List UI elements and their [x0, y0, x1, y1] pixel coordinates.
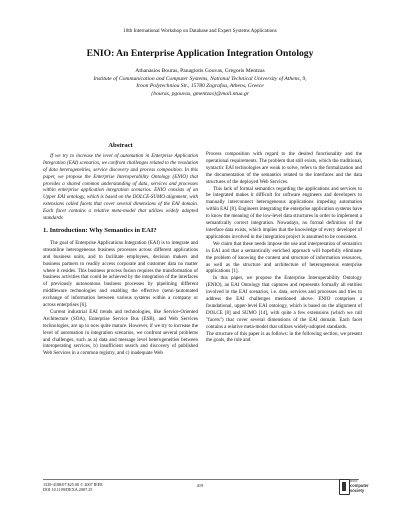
author-names: Athanasios Bouras, Panagiotis Gouvas, Gregoris Mentzas	[135, 68, 265, 74]
right-column	[206, 151, 362, 344]
left-column	[43, 143, 198, 357]
author-address: Iroon Polytechniou Str., 15780 Zografou, Athens, Greece	[136, 83, 264, 90]
logo-mark-icon	[339, 479, 350, 495]
workshop-header: 18th International Workshop on Database and Expert Systems Applications	[123, 28, 277, 34]
author-institution: Institute of Communication and Computer Systems, National Technical University of Athens, 9,	[93, 75, 307, 82]
page-number: 419	[196, 483, 204, 488]
body-paragraph: We claim that these needs impose the use and interpretation of semantics in EAI and that a semantically enriched approach will hopefully eliminate the problem of knowing the content and structure of information resources, as well as the structure and architecture of heterogeneous enterprise applications [1].	[206, 240, 362, 275]
footer-isbn: 1529-4188/07 $25.00 © 2007 IEEE	[43, 482, 103, 487]
abstract-body: If we try to increase the level of automation in Enterprise Application Integration (EAI) scenarios, we confront challenges related to the resolution of data heterogeneities, service discovery and process composition. In this paper, we propose the Enterprise Interoperability Ontology (ENIO) that provides a shared common understanding of data, services and processes within enterprise application integration scenarios. ENIO consists of an Upper EAI ontology, which is based on the DOLCE-SUMO alignment, with extensions called facets that cover several dimensions of the EAI domain. Each facet contains a relative meta-model that utilizes widely adopted standards	[43, 152, 198, 222]
footer-divider	[43, 479, 359, 480]
section-heading: 1. Introduction: Why Semantics in EAI?	[43, 226, 157, 234]
abstract-heading: Abstract	[108, 142, 133, 149]
logo-text-society: society	[350, 488, 365, 493]
logo-text-computer: computer	[350, 483, 369, 488]
ieee-computer-society-logo	[339, 478, 369, 495]
body-paragraph: Current industrial EAI trends and technologies, like Service-Oriented Architecture (SOA), Enterprise Service Bus (ESB), and Web Services technologies, are up to now quite mature. However, if we try to increase the level of automation in integration scenarios, we confront several problems and challenges, such as a) data and message level heterogeneities between interoperating services, b) insufficient search and discovery of published Web Services in a common registry, and c) inadequate Web	[43, 308, 198, 357]
footer-doi: DOI 10.1109/DEXA.2007.25	[43, 487, 93, 493]
body-paragraph: The structure of this paper is as follows: in the following section, we present the goals, the role and	[206, 330, 362, 344]
body-paragraph: This lack of formal semantics regarding the applications and services to be integrated makes it difficult for software engineers and developers to manually interconnect heterogeneous applications impeding automation within EAI [8]. Engineers integrating the enterprise application systems have to know the meaning of the low-level data structures in order to implement a semantically correct integration. Nowadays, no formal definition of the interface data exists, which implies that the knowledge of every developer of applications involved in the integration project is assumed to be consistent.	[206, 185, 362, 240]
logo-text-ieee: IEEE	[350, 479, 358, 483]
body-paragraph: The goal of Enterprise Applications Integration (EAI) is to integrate and streamline heterogeneous business processes across different applications and business units, and to facilitate employees, decision makers and business partners to readily access corporate and customer data no matter where it resides. This business process fusion requires the transformation of business activities that could be achieved by the integration of the interfaces of previously autonomous business processes by pipelining different middleware technologies and enabling the effective (semi-)automated exchange of information between various systems within a company or across enterprises [6].	[43, 239, 198, 309]
body-paragraph: In this paper, we propose the Enterprise Interoperability Ontology (ENIO), an EAI Ontology that captures and represents formally all entities involved in the EAI scenarios, i.e. data, services and processes and tries to address the EAI challenges mentioned above. ENIO comprises a foundational, upper-level EAI ontology, which is based on the alignment of DOLCE [8] and SUMO [14], with quite a few extensions (which we call "facets") that cover several dimensions of the EAI domain. Each facet contains a relative meta-model that utilizes widely-adopted standards.	[206, 275, 362, 330]
body-paragraph: Process composition with regard to the desired functionality and the operational requirements. The problem that still exists, which the traditional, syntactic EAI technologies are weak to solve, refers to the formalization and the documentation of the semantics related to the interfaces and the data structures of the deployed Web Services.	[206, 151, 362, 185]
author-block	[0, 68, 400, 98]
paper-title: ENIO: An Enterprise Application Integration Ontology	[86, 48, 314, 59]
author-emails: {bouras, pgouvas, gmentzas}@mail.ntua.gr	[151, 90, 249, 97]
